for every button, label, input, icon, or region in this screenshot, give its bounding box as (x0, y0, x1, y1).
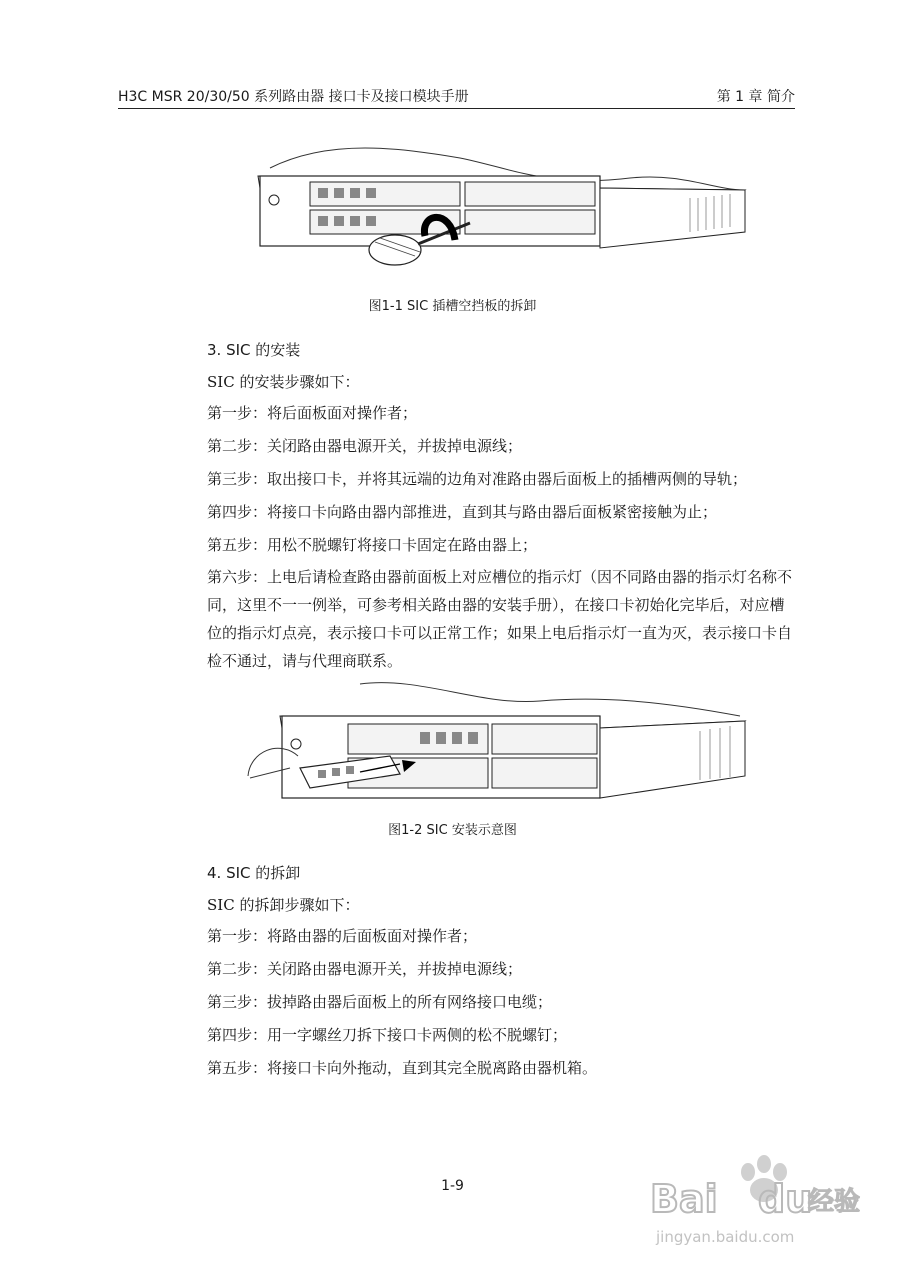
section-4-title: 4. SIC 的拆卸 (207, 864, 301, 882)
svg-text:经验: 经验 (808, 1187, 861, 1217)
router-blank-plate-illustration (250, 128, 750, 288)
section-3-step-2: 第二步：关闭路由器电源开关，并拔掉电源线； (207, 437, 523, 455)
section-3-step-4: 第四步：将接口卡向路由器内部推进，直到其与路由器后面板紧密接触为止； (207, 503, 718, 521)
section-3-step-5: 第五步：用松不脱螺钉将接口卡固定在路由器上； (207, 536, 538, 554)
svg-text:Bai: Bai (650, 1177, 718, 1221)
page-number: 1-9 (441, 1178, 464, 1194)
svg-text:du: du (758, 1177, 813, 1221)
section-3-step-6: 第六步：上电后请检查路由器前面板上对应槽位的指示灯（因不同路由器的指示灯名称不同，这里不一一例举，可参考相关路由器的安装手册），在接口卡初始化完毕后，对应槽位的指示灯点亮，表示接口卡可以正常工作；如果上电后指示灯一直为灭，表示接口卡自检不通过，请与代理商联系。 (207, 568, 793, 670)
figure-sic-installation (240, 676, 750, 806)
section-4-step-2: 第二步：关闭路由器电源开关，并拔掉电源线； (207, 960, 523, 978)
section-4-step-1: 第一步：将路由器的后面板面对操作者； (207, 927, 478, 945)
router-sic-install-illustration (240, 676, 750, 806)
figure-1-1-caption: 图1-1 SIC 插槽空挡板的拆卸 (368, 299, 537, 314)
figure-1-2-caption: 图1-2 SIC 安装示意图 (388, 823, 517, 838)
page-header (118, 86, 795, 109)
chapter-title: 第 1 章 简介 (716, 89, 795, 105)
section-4-step-3: 第三步：拔掉路由器后面板上的所有网络接口电缆； (207, 993, 553, 1011)
section-3-title: 3. SIC 的安装 (207, 341, 301, 359)
manual-title: H3C MSR 20/30/50 系列路由器 接口卡及接口模块手册 (118, 89, 469, 105)
baidu-jingyan-watermark (640, 1150, 870, 1260)
watermark-url: jingyan.baidu.com (656, 1228, 795, 1246)
section-4-intro: SIC 的拆卸步骤如下： (207, 896, 360, 914)
section-3-intro: SIC 的安装步骤如下： (207, 373, 360, 391)
section-4-step-5: 第五步：将接口卡向外拖动，直到其完全脱离路由器机箱。 (207, 1059, 598, 1077)
baidu-paw-logo-icon (640, 1150, 870, 1260)
section-3-step-3: 第三步：取出接口卡，并将其远端的边角对准路由器后面板上的插槽两侧的导轨； (207, 470, 748, 488)
figure-sic-blank-removal (250, 128, 750, 288)
section-3-step-1: 第一步：将后面板面对操作者； (207, 404, 418, 422)
section-4-step-4: 第四步：用一字螺丝刀拆下接口卡两侧的松不脱螺钉； (207, 1026, 568, 1044)
